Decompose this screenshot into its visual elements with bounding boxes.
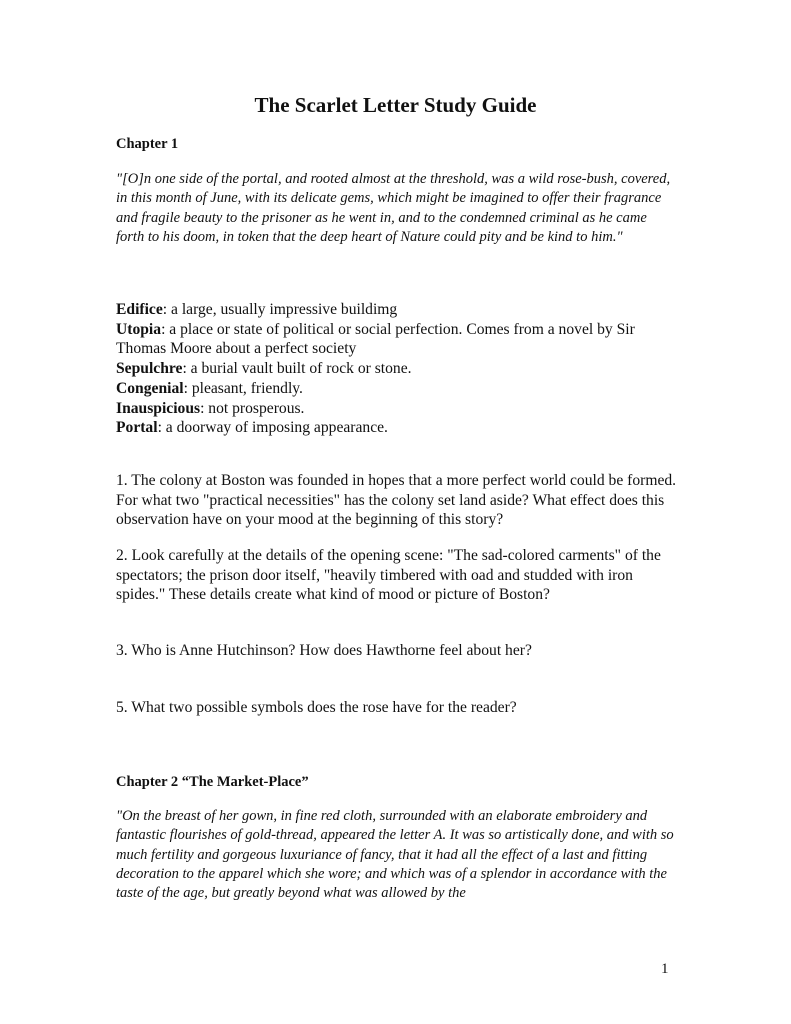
document-title: The Scarlet Letter Study Guide bbox=[254, 93, 537, 117]
vocab-entry-edifice bbox=[116, 300, 676, 320]
question-2: 2. Look carefully at the details of the opening scene: "The sad-colored carments" of the spectators; the prison door itself, "heavily timbered with oad and studded with iron spides." These details create what kind of mood or picture of Boston? bbox=[116, 547, 661, 604]
vocab-term: Edifice bbox=[116, 301, 163, 318]
vocab-definition: : not prosperous. bbox=[200, 399, 305, 417]
vocab-definition: : a doorway of imposing appearance. bbox=[157, 419, 388, 437]
question-5: 5. What two possible symbols does the rose have for the reader? bbox=[116, 699, 517, 716]
vocab-definition: : pleasant, friendly. bbox=[183, 379, 303, 397]
vocab-entry-congenial bbox=[116, 379, 676, 399]
vocab-term: Portal bbox=[116, 419, 158, 437]
vocab-definition: : a place or state of political or social perfection. Comes from a novel by Sir Thomas Moore about a perfect society bbox=[116, 320, 635, 358]
question-3: 3. Who is Anne Hutchinson? How does Hawthorne feel about her? bbox=[116, 642, 532, 659]
chapter-1-heading: Chapter 1 bbox=[116, 136, 179, 152]
vocab-term: Congenial bbox=[116, 379, 184, 397]
vocab-entry-sepulchre bbox=[116, 359, 676, 379]
vocab-term: Utopia bbox=[116, 320, 162, 338]
page-number: 1 bbox=[661, 961, 669, 977]
vocab-definition: : a burial vault built of rock or stone. bbox=[182, 360, 412, 378]
vocab-term: Sepulchre bbox=[116, 360, 183, 378]
chapter-1-quote: "[O]n one side of the portal, and rooted almost at the threshold, was a wild rose-bush, covered, in this month of June, with its delicate gems, which might be imagined to offer their fragrance and fragile beauty to the prisoner as he went in, and to the condemned criminal as he came forth to his doom, in token that the deep heart of Nature could pity and be kind to him." bbox=[116, 171, 671, 245]
question-1: 1. The colony at Boston was founded in hopes that a more perfect world could be formed. For what two "practical necessities" has the colony set land aside? What effect does this observation have on your mood at the beginning of this story? bbox=[116, 472, 677, 529]
vocabulary-list bbox=[116, 300, 676, 438]
vocab-entry-inauspicious bbox=[116, 399, 676, 419]
vocab-term: Inauspicious bbox=[116, 399, 201, 417]
chapter-2-quote: "On the breast of her gown, in fine red cloth, surrounded with an elaborate embroidery and fantastic flourishes of gold-thread, appeared the letter A. It was so artistically done, and with so much fertility and gorgeous luxuriance of fancy, that it had all the effect of a last and fitting decoration to the apparel which she wore; and which was of a splendor in accordance with the taste of the age, but greatly beyond what was allowed by the bbox=[116, 808, 674, 902]
vocab-definition: : a large, usually impressive buildimg bbox=[162, 301, 398, 318]
vocab-entry-portal bbox=[116, 418, 676, 438]
chapter-2-heading: Chapter 2 “The Market-Place” bbox=[116, 774, 309, 790]
vocab-entry-utopia bbox=[116, 320, 676, 359]
